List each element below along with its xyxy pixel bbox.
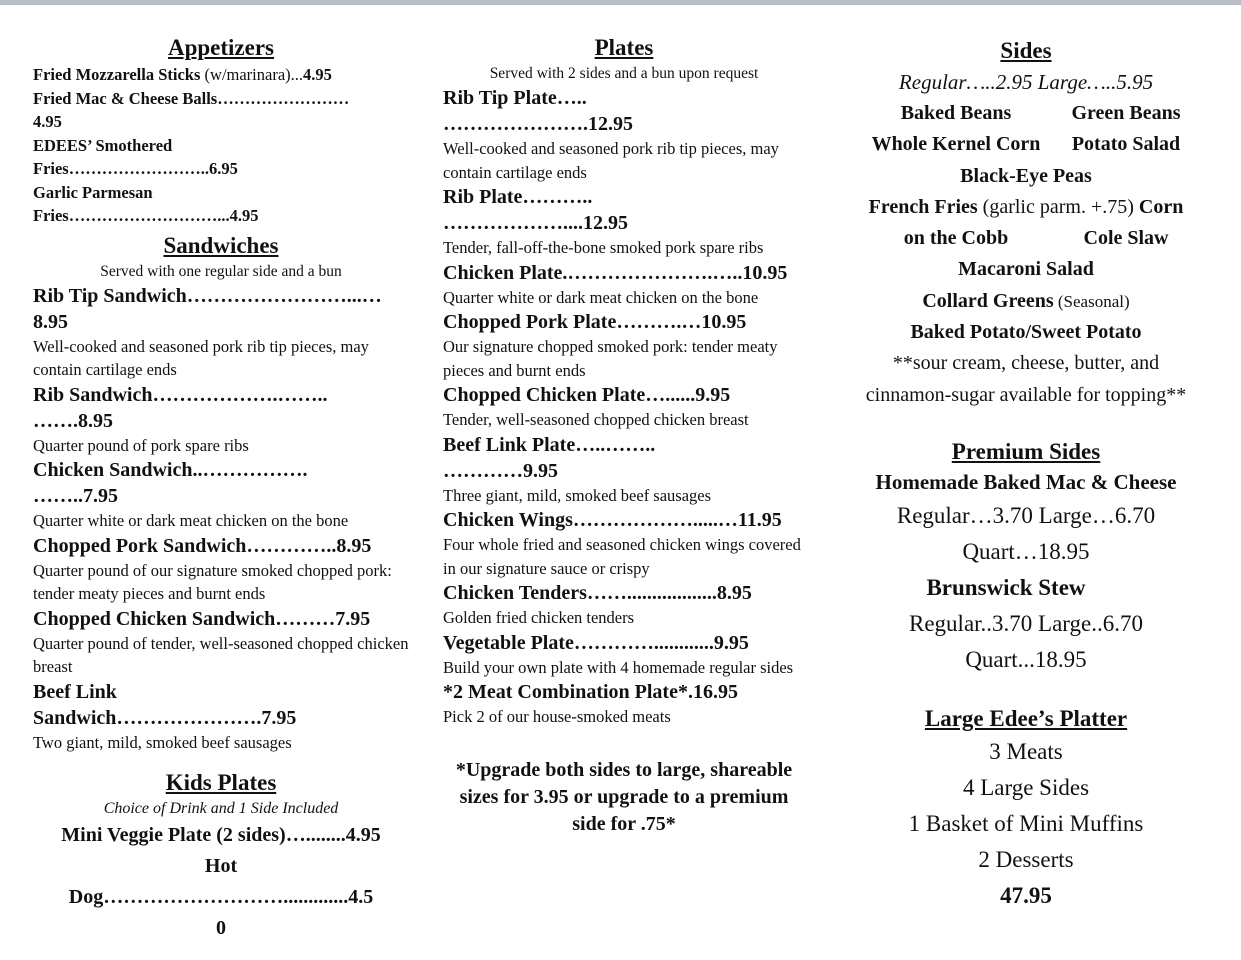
platter-line: 2 Desserts [978, 847, 1074, 873]
upgrade-note: *Upgrade both sides to large, shareable sizes for 3.95 or upgrade to a premium side for .75* [455, 758, 793, 835]
plate-item: Rib Plate……….. ………………....12.95 Tender, fall-off-the-bone smoked pork spare ribs [443, 186, 764, 257]
sides-row [843, 129, 1209, 160]
kids-item: Dog……………………….............4.5 [68, 886, 374, 908]
appetizer-item: EDEES’ Smothered Fries……………………..6.95 [33, 135, 238, 178]
side-item: on the Cobb [903, 227, 1009, 250]
plate-item: Chicken Plate.………………….…..10.95 Quarter white or dark meat chicken on the bone [443, 261, 788, 307]
side-note: (Seasonal) [1053, 291, 1130, 311]
left-column [33, 33, 409, 944]
kids-item: Mini Veggie Plate (2 sides)…........4.95 [61, 824, 381, 846]
appetizers-heading: Appetizers [167, 35, 275, 60]
premium-sides-heading: Premium Sides [951, 438, 1101, 464]
side-item: Collard Greens [922, 289, 1054, 312]
kids-heading: Kids Plates [165, 770, 277, 795]
kids-item: Hot [204, 855, 238, 877]
sandwich-item: Rib Sandwich……………….…….. …….8.95 Quarter pound of pork spare ribs [33, 383, 328, 455]
plate-item: Vegetable Plate…………............9.95 Build your own plate with 4 homemade regular sides [443, 631, 794, 677]
topping-note: **sour cream, cheese, butter, and [892, 352, 1160, 375]
premium-quart: Quart...18.95 [965, 647, 1087, 673]
top-border [0, 0, 1241, 5]
sides-row [843, 98, 1209, 129]
sandwiches-list [33, 283, 409, 755]
side-item: Baked Potato/Sweet Potato [910, 321, 1142, 344]
plate-item: Chicken Wings……………….....…11.95 Four whole fried and seasoned chicken wings covered in our signature sauce or crispy [443, 509, 801, 578]
sides-row [843, 286, 1209, 317]
topping-note: cinnamon-sugar available for topping** [865, 383, 1187, 406]
side-item: Baked Beans [900, 102, 1012, 124]
sides-prices: Regular…..2.95 Large…..5.95 [898, 70, 1154, 94]
side-item: Potato Salad [1071, 133, 1181, 156]
premium-quart: Quart…18.95 [962, 539, 1090, 565]
sandwich-item: Chopped Chicken Sandwich………7.95 Quarter pound of tender, well-seasoned chopped chicken breast [33, 607, 409, 676]
sides-row [843, 192, 1209, 223]
sides-row [843, 223, 1209, 254]
side-item: Black-Eye Peas [960, 164, 1092, 187]
plates-subtitle: Served with 2 sides and a bun upon request [489, 65, 759, 82]
plate-item: Chicken Tenders……..................8.95 Golden fried chicken tenders [443, 582, 752, 627]
sandwich-item: Beef Link Sandwich………………….7.95 Two giant, mild, smoked beef sausages [33, 680, 297, 752]
appetizer-item: Fried Mozzarella Sticks (w/marinara)...4.95 [33, 65, 332, 84]
sandwiches-heading: Sandwiches [163, 232, 279, 258]
sandwich-item: Chopped Pork Sandwich…………..8.95 Quarter pound of our signature smoked chopped pork: tender meaty pieces and burnt ends [33, 534, 392, 603]
premium-item-name: Homemade Baked Mac & Cheese [875, 469, 1177, 494]
kids-item: 0 [216, 917, 226, 939]
premium-item-name: Brunswick Stew [926, 575, 1086, 601]
premium-prices: Regular…3.70 Large…6.70 [896, 503, 1156, 529]
side-item: Green Beans [1071, 102, 1181, 124]
platter-line: 4 Large Sides [962, 775, 1090, 801]
plate-item: Chopped Pork Plate……….…10.95 Our signature chopped smoked pork: tender meaty pieces and burnt ends [443, 311, 778, 380]
plate-item: Chopped Chicken Plate…......9.95 Tender, well-seasoned chopped chicken breast [443, 384, 749, 429]
platter-line: 1 Basket of Mini Muffins [908, 811, 1144, 837]
appetizer-item: Fried Mac & Cheese Balls…………………… 4.95 [33, 88, 350, 131]
platter-price: 47.95 [1000, 883, 1052, 909]
sandwich-item: Chicken Sandwich..……………. ……..7.95 Quarter white or dark meat chicken on the bone [33, 459, 349, 530]
appetizers-list [33, 63, 409, 228]
premium-prices: Regular..3.70 Large..6.70 [909, 611, 1143, 637]
kids-subtitle: Choice of Drink and 1 Side Included [103, 800, 339, 817]
plate-item: *2 Meat Combination Plate*.16.95 Pick 2 of our house-smoked meats [443, 681, 738, 726]
side-item: Corn [1138, 195, 1184, 218]
sides-heading: Sides [1000, 38, 1052, 63]
plates-heading: Plates [594, 35, 654, 60]
side-item: Macaroni Salad [958, 258, 1094, 281]
platter-heading: Large Edee’s Platter [924, 706, 1128, 732]
plate-item: Beef Link Plate…..…….. …………9.95 Three giant, mild, smoked beef sausages [443, 433, 712, 505]
side-note: (garlic parm. +.75) [977, 195, 1139, 218]
platter-line: 3 Meats [989, 739, 1063, 765]
side-item: Cole Slaw [1083, 227, 1169, 250]
middle-column [443, 33, 805, 838]
plates-list [443, 85, 805, 729]
kids-list [33, 820, 409, 944]
sandwich-item: Rib Tip Sandwich……………………...… 8.95 Well-cooked and seasoned pork rib tip pieces, may contain cartilage ends [33, 284, 382, 379]
appetizer-item: Garlic Parmesan Fries………………………...4.95 [33, 182, 259, 225]
side-item: French Fries [868, 195, 978, 218]
right-column [843, 36, 1209, 914]
side-item: Whole Kernel Corn [871, 133, 1041, 156]
plate-item: Rib Tip Plate….. ………………….12.95 Well-cooked and seasoned pork rib tip pieces, may contain cartilage ends [443, 87, 779, 182]
sandwiches-subtitle: Served with one regular side and a bun [100, 262, 342, 280]
